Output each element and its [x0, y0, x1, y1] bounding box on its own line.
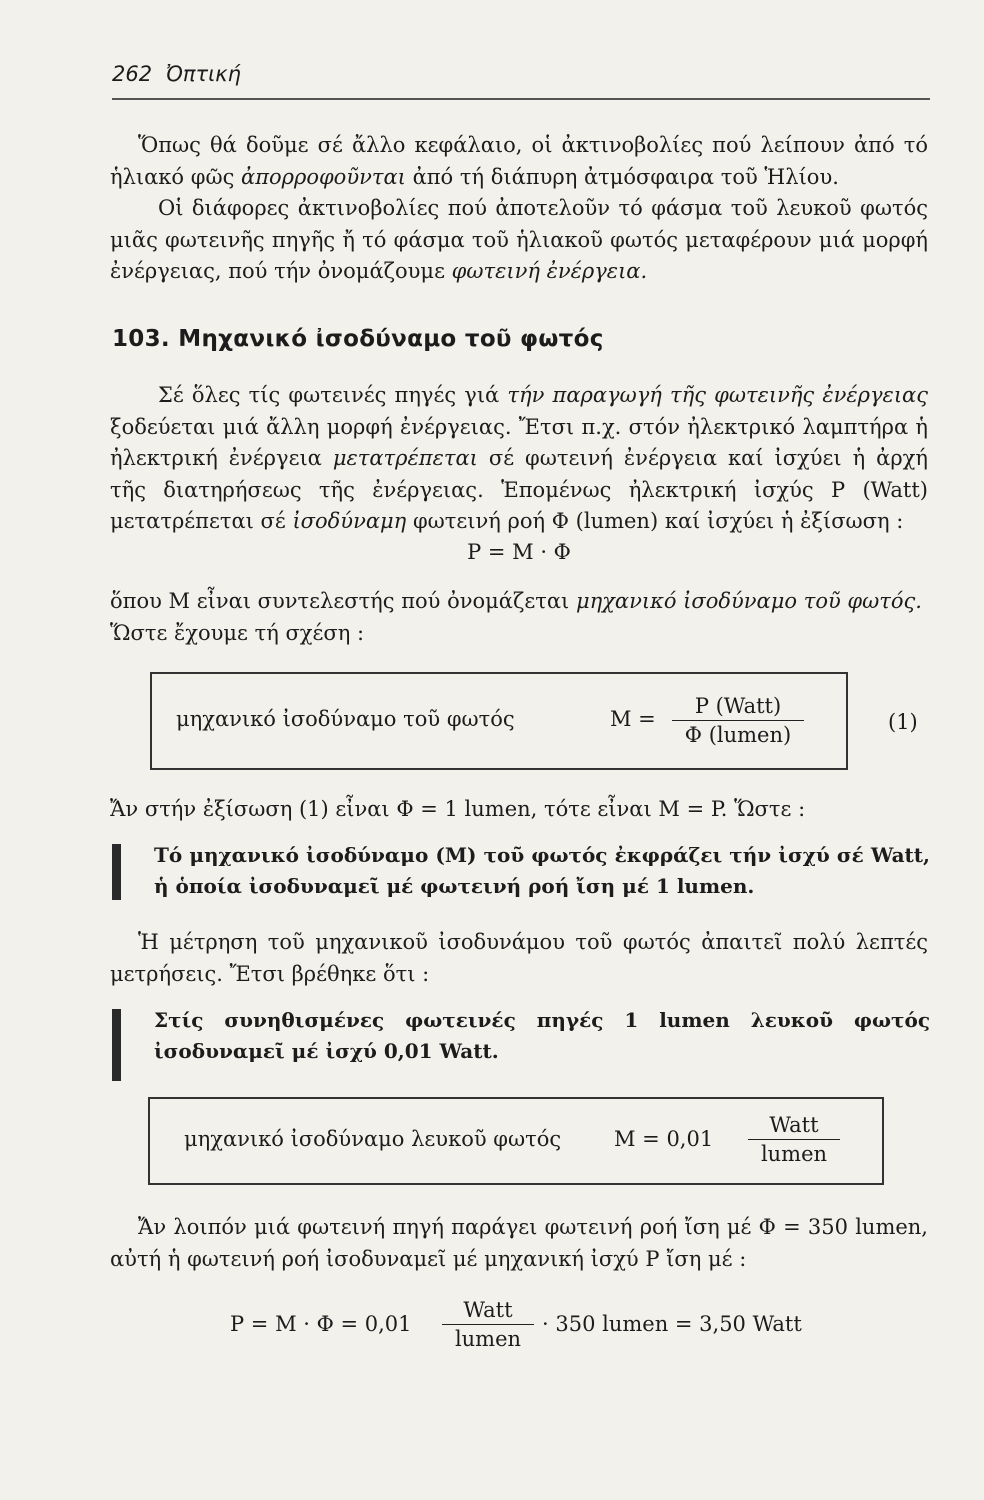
highlight-text: Τό μηχανικό ἰσοδύναμο (M) τοῦ φωτός ἐκφράζει τήν ἰσχύ σέ Watt, ἡ ὁποία ἰσοδυναμεῖ μέ φωτεινή ροή ἴση μέ 1 lumen.: [154, 843, 930, 898]
paragraph-1: Ὅπως θά δοῦμε σέ ἄλλο κεφάλαιο, οἱ ἀκτινοβολίες πού λείπουν ἀπό τό ἡλιακό φῶς ἀπορροφοῦνται ἀπό τή διάπυρη ἀτμόσφαιρα τοῦ Ἡλίου.: [110, 133, 928, 189]
final-equation-rhs: · 350 lumen = 3,50 Watt: [542, 1312, 802, 1336]
equation-main: P = M · Φ: [467, 540, 571, 564]
page-header: [112, 62, 932, 102]
formula-box-2: [148, 1097, 884, 1185]
emphasis-mechanical-equivalent: μηχανικό ἰσοδύναμο τοῦ φωτός.: [575, 589, 922, 613]
highlight-bar: [112, 1009, 121, 1081]
final-equation-lhs: P = M · Φ = 0,01: [230, 1312, 412, 1336]
page-number: 262: [112, 62, 153, 86]
fraction-denominator: lumen: [454, 1327, 522, 1351]
emphasis-light-energy: φωτεινή ἐνέργεια.: [451, 259, 648, 283]
header-divider: [112, 98, 930, 100]
highlight-bar: [112, 844, 121, 900]
formula-fraction: [672, 692, 804, 749]
paragraph-7: Ἄν λοιπόν μιά φωτεινή πηγή παράγει φωτεινή ροή ἴση μέ Φ = 350 lumen, αὐτή ἡ φωτεινή ροή ἰσοδυναμεῖ μέ μηχανική ἰσχύ P ἴση μέ :: [110, 1215, 928, 1271]
paragraph-2: Οἱ διάφορες ἀκτινοβολίες πού ἀποτελοῦν τό φάσμα τοῦ λευκοῦ φωτός μιᾶς φωτεινῆς πηγῆς ἤ τό φάσμα τοῦ ἡλιακοῦ φωτός μεταφέρουν μιά μορφή ἐνέργειας, πού τήν ὀνομάζουμε φωτεινή ἐνέργεια.: [110, 196, 928, 283]
highlight-statement-1: [112, 840, 930, 904]
formula-lhs: M =: [610, 707, 656, 731]
paragraph-3: Σέ ὅλες τίς φωτεινές πηγές γιά τήν παραγωγή τῆς φωτεινῆς ἐνέργειας ξοδεύεται μιά ἄλλη μορφή ἐνέργειας. Ἔτσι π.χ. στόν ἠλεκτρικό λαμπτήρα ἡ ἠλεκτρική ἐνέργεια μετατρέπεται σέ φωτεινή ἐνέργεια καί ἰσχύει ἡ ἀρχή τῆς διατηρήσεως τῆς ἐνέργειας. Ἑπομένως ἠλεκτρική ἰσχύς P (Watt) μετατρέπεται σέ ἰσοδύναμη φωτεινή ροή Φ (lumen) καί ἰσχύει ἡ ἐξίσωση :: [110, 383, 928, 533]
fraction-denominator: Φ (lumen): [684, 723, 792, 747]
paragraph-4: ὅπου M εἶναι συντελεστής πού ὀνομάζεται μηχανικό ἰσοδύναμο τοῦ φωτός. Ὥστε ἔχουμε τή σχέση :: [110, 589, 922, 645]
final-equation-fraction: [442, 1296, 534, 1353]
fraction-denominator: lumen: [760, 1142, 828, 1166]
formula-label: μηχανικό ἰσοδύναμο τοῦ φωτός: [176, 707, 515, 731]
fraction-numerator: Watt: [769, 1113, 819, 1137]
final-equation: [230, 1296, 850, 1360]
running-title: Ὀπτική: [166, 62, 241, 86]
formula-label: μηχανικό ἰσοδύναμο λευκοῦ φωτός: [184, 1127, 562, 1151]
emphasis-absorbed: ἀπορροφοῦνται: [241, 164, 406, 189]
paragraph-6: Ἡ μέτρηση τοῦ μηχανικοῦ ἰσοδυνάμου τοῦ φωτός ἀπαιτεῖ πολύ λεπτές μετρήσεις. Ἔτσι βρέθηκε ὅτι :: [110, 930, 928, 986]
formula-box-1: [150, 672, 848, 770]
highlight-statement-2: [112, 1005, 930, 1069]
fraction-numerator: P (Watt): [694, 694, 782, 718]
fraction-numerator: Watt: [463, 1298, 513, 1322]
highlight-text: Στίς συνηθισμένες φωτεινές πηγές 1 lumen λευκοῦ φωτός ἰσοδυναμεῖ μέ ἰσχύ 0,01 Watt.: [154, 1008, 930, 1063]
paragraph-5: Ἄν στήν ἐξίσωση (1) εἶναι Φ = 1 lumen, τότε εἶναι M = P. Ὥστε :: [110, 797, 806, 821]
formula-fraction: [748, 1111, 840, 1168]
equation-number: (1): [888, 710, 918, 734]
section-title: 103. Μηχανικό ἰσοδύναμο τοῦ φωτός: [112, 326, 604, 352]
formula-lhs: M = 0,01: [614, 1127, 714, 1151]
